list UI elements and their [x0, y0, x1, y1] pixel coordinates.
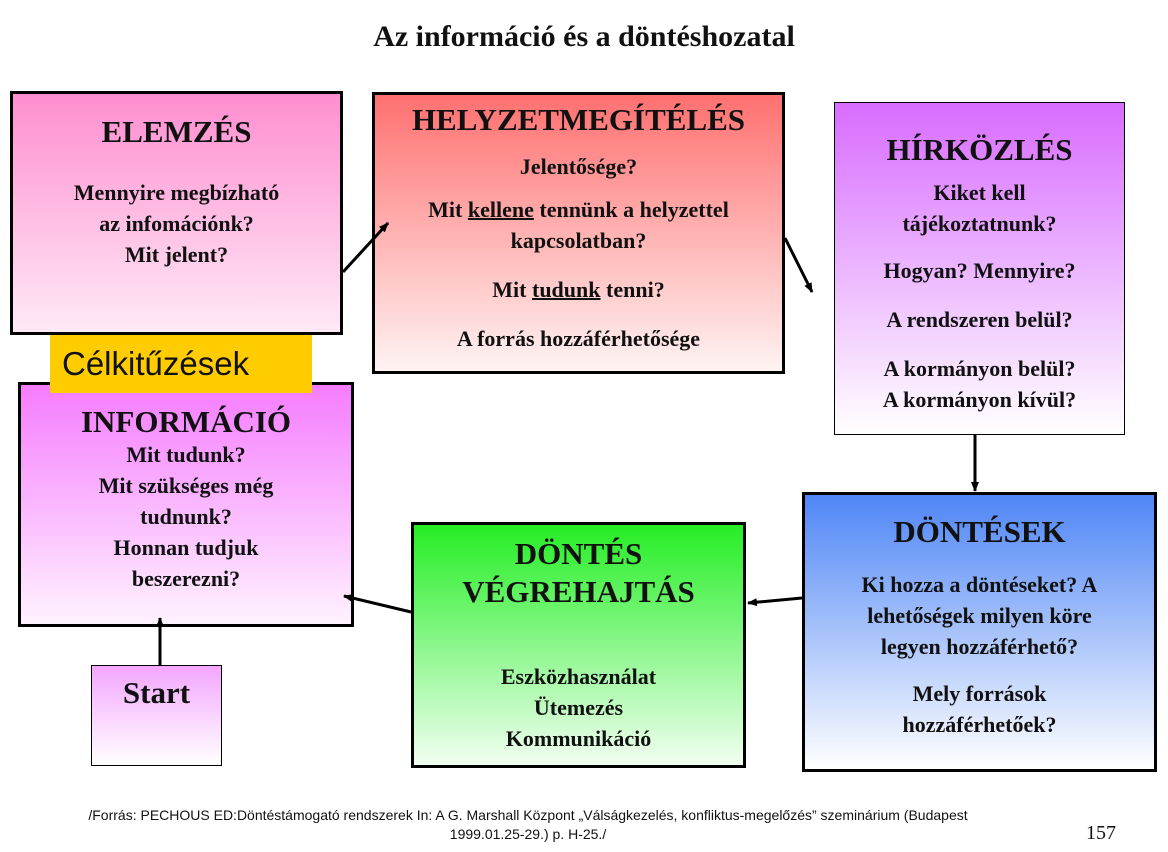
box-start: [91, 665, 222, 766]
dontesek-line: hozzáférhetőek?: [902, 712, 1057, 737]
hirkozles-line: A rendszeren belül?: [886, 307, 1073, 332]
helyzet-question: kapcsolatban?: [510, 228, 647, 253]
helyzet-question: Jelentősége?: [519, 154, 638, 179]
informacio-line: Mit szükséges még: [98, 473, 274, 498]
hirkozles-line: A kormányon kívül?: [882, 387, 1077, 412]
source-line: /Forrás: PECHOUS ED:Döntéstámogató rendszerek In: A G. Marshall Központ „Válságkezelés, konfliktus-megelőzés” szeminárium (Budapest: [88, 807, 968, 823]
informacio-heading: INFORMÁCIÓ: [80, 404, 292, 439]
hirkozles-line: A kormányon belül?: [883, 356, 1076, 381]
helyzet-question: Mit kellene tennünk a helyzettel: [428, 197, 729, 222]
vegrehajtas-heading: VÉGREHAJTÁS: [462, 574, 695, 609]
start-label: Start: [122, 675, 191, 710]
vegrehajtas-heading: DÖNTÉS: [514, 536, 643, 571]
celkituzesek-label: Célkitűzések: [50, 335, 312, 393]
box-dontes-vegrehajtas: [411, 522, 746, 768]
underlined-word: tudunk: [532, 277, 601, 302]
helyzet-question: Mit tudunk tenni?: [492, 277, 665, 302]
arrow-helyzet-to-hirkozles: [785, 238, 812, 292]
informacio-line: beszerezni?: [131, 566, 241, 591]
dontesek-heading: DÖNTÉSEK: [893, 514, 1066, 549]
source-line: 1999.01.25-29.) p. H-25./: [449, 826, 607, 842]
page-number: 157: [1086, 822, 1116, 844]
box-elemzes: [10, 91, 343, 335]
vegrehajtas-line: Ütemezés: [533, 695, 624, 720]
hirkozles-line: tájékoztatnunk?: [902, 211, 1057, 236]
box-helyzetmegitel: [372, 92, 785, 374]
dontesek-line: legyen hozzáférhető?: [880, 634, 1079, 659]
dontesek-line: lehetőségek milyen köre: [867, 603, 1092, 628]
helyzet-question: A forrás hozzáférhetősége: [456, 326, 701, 351]
elemzes-line: az infomációnk?: [99, 211, 254, 236]
box-informacio: [18, 382, 354, 627]
box-hirkozles: [834, 102, 1125, 435]
dontesek-line: Mely források: [912, 681, 1047, 706]
arrow-vegrehajtas-to-informacio: [344, 596, 411, 612]
hirkozles-line: Hogyan? Mennyire?: [883, 258, 1076, 283]
elemzes-heading: ELEMZÉS: [101, 114, 252, 149]
helyzet-heading: HELYZETMEGÍTÉLÉS: [411, 102, 746, 137]
elemzes-line: Mit jelent?: [124, 242, 229, 267]
hirkozles-heading: HÍRKÖZLÉS: [886, 132, 1073, 167]
box-dontesek: [802, 492, 1157, 772]
informacio-line: Honnan tudjuk: [113, 535, 259, 560]
vegrehajtas-line: Eszközhasználat: [500, 664, 657, 689]
informacio-line: Mit tudunk?: [126, 442, 246, 467]
dontesek-line: Ki hozza a döntéseket? A: [861, 572, 1098, 597]
page-title: Az információ és a döntéshozatal: [373, 20, 795, 53]
arrow-dontesek-to-vegrehajtas: [748, 598, 802, 603]
source-citation: [28, 806, 1028, 844]
informacio-line: tudnunk?: [140, 504, 232, 529]
hirkozles-line: Kiket kell: [933, 180, 1026, 205]
elemzes-line: Mennyire megbízható: [73, 180, 280, 205]
underlined-word: kellene: [467, 197, 534, 222]
vegrehajtas-line: Kommunikáció: [505, 726, 652, 751]
